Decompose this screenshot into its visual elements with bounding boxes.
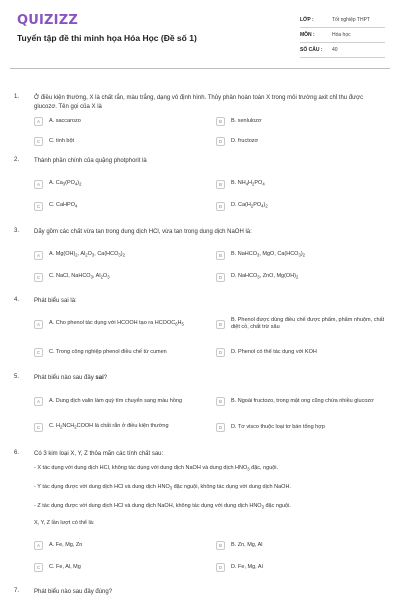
option-text: C. Fe, Al, Mg [49, 563, 81, 570]
option-text: D. Tơ visco thuộc loại tơ bán tổng hợp [231, 423, 325, 430]
option-letter-box: A [34, 117, 43, 126]
statement-y: - Y tác dụng được với dung dịch HCl và dung dịch $HNO_3$ đặc nguội, không tác dụng với dung dịch NaOH. [34, 484, 291, 491]
question-number: 2. [14, 157, 20, 163]
option-letter-box: D [216, 423, 225, 432]
chemical-formula: $Ca_3(PO_4)_2$ [55, 180, 82, 187]
option-letter-box: C [34, 202, 43, 211]
option-c[interactable] [34, 270, 202, 284]
option-letter-box: D [216, 348, 225, 357]
chemical-formula: $NH_4H_2PO_4$ [237, 180, 265, 187]
chemical-formula: Cho phenol tác dụng với HCOOH tạo ra $HCOOC_6H_5$ [55, 320, 184, 327]
option-letter-box: D [216, 273, 225, 282]
option-a[interactable] [34, 248, 202, 262]
option-c[interactable] [34, 420, 202, 434]
meta-label: SỐ CÂU : [300, 47, 323, 53]
meta-table [300, 13, 385, 58]
meta-row-subject [300, 28, 385, 43]
statement-x: - X tác dụng với dung dịch HCl, không tác dụng với dung dịch NaOH và dung dịch $HNO_3$ đặc, nguội. [34, 465, 279, 472]
meta-value: Hóa học [332, 32, 351, 38]
option-d[interactable] [216, 420, 388, 434]
option-b[interactable] [216, 177, 388, 191]
option-letter-box: B [216, 251, 225, 260]
question-text: Thành phần chính của quặng photphorit là [34, 158, 147, 164]
page-title: Tuyển tập đề thi minh họa Hóa Học (Đề số 1) [17, 33, 197, 43]
option-a[interactable] [34, 177, 202, 191]
option-letter-box: B [216, 180, 225, 189]
emphasis-word: sai [95, 375, 104, 381]
meta-row-class [300, 13, 385, 28]
option-text: A. Dung dịch valin làm quỳ tím chuyển sang màu hồng [49, 397, 183, 404]
option-letter-box: B [216, 320, 225, 329]
chemical-formula: $H_2NCH_2COOH$ là chất rắn ở điều kiện thường [56, 423, 169, 430]
option-text: C. CaHPO$_4$ [49, 202, 78, 209]
option-letter-box: C [34, 348, 43, 357]
option-c[interactable] [34, 345, 202, 359]
question-number: 6. [14, 450, 20, 456]
question-text: Phát biểu nào sau đây sai? [34, 375, 108, 381]
meta-label: LỚP : [300, 17, 314, 23]
option-text: B. Phenol được dùng điều chế được phẩm, phẩm nhuộm, chất diệt cỏ, chất trừ sâu [231, 317, 385, 330]
option-letter-box: D [216, 137, 225, 146]
quizizz-logo: QUIZIZZ [17, 13, 78, 28]
chemical-formula: $Ca(H_2PO_4)_2$ [238, 202, 268, 209]
option-b[interactable] [216, 313, 388, 335]
chemical-formula: NaCl, NaHCO$_3$, $Al_2O_3$ [56, 273, 110, 280]
option-text: A. $Mg(OH)_2$, $Al_2O_3$, $Ca(HCO_3)_2$ [49, 251, 125, 258]
statement-z: - Z tác dụng được với dung dịch HCl và dung dịch NaOH, không tác dụng với dung dịch $HNO_3$ đặc nguội. [34, 503, 291, 510]
option-c[interactable] [34, 199, 202, 213]
chemical-formula: NaHCO$_3$, ZnO, $Mg(OH)_2$ [238, 273, 299, 280]
option-letter-box: B [216, 117, 225, 126]
option-a[interactable] [34, 390, 202, 412]
option-letter-box: C [34, 563, 43, 572]
option-text: A. Cho phenol tác dụng với HCOOH tạo ra $HCOOC_6H_5$ [49, 320, 184, 327]
option-text: D. $Ca(H_2PO_4)_2$ [231, 202, 268, 209]
option-text: B. xenlulozơ [231, 117, 262, 124]
option-d[interactable] [216, 345, 388, 359]
option-c[interactable] [34, 134, 202, 148]
option-a[interactable] [34, 114, 202, 128]
option-letter-box: A [34, 541, 43, 550]
option-d[interactable] [216, 560, 388, 574]
meta-label: MÔN : [300, 32, 315, 38]
meta-row-count [300, 43, 385, 58]
option-letter-box: C [34, 423, 43, 432]
option-text: B. NaHCO$_3$, MgO, $Ca(HCO_3)_2$ [231, 251, 305, 258]
option-c[interactable] [34, 560, 202, 574]
option-d[interactable] [216, 134, 388, 148]
option-letter-box: C [34, 137, 43, 146]
question-text: Ở điều kiện thường, X là chất rắn, màu trắng, dạng vô định hình. Thủy phân hoàn toàn X trong môi trường axit chỉ thu được glucozơ. Tên gọi của X là [34, 95, 364, 110]
option-letter-box: A [34, 180, 43, 189]
question-number: 7. [14, 588, 20, 594]
option-d[interactable] [216, 199, 388, 213]
option-b[interactable] [216, 248, 388, 262]
option-a[interactable] [34, 313, 202, 335]
question-text: Dãy gồm các chất vừa tan trong dung dịch HCl, vừa tan trong dung dịch NaOH là: [34, 229, 252, 235]
option-d[interactable] [216, 270, 388, 284]
option-text: C. tinh bột [49, 137, 75, 144]
option-letter-box: D [216, 202, 225, 211]
chemical-formula: $Mg(OH)_2$, $Al_2O_3$, $Ca(HCO_3)_2$ [55, 251, 125, 258]
option-letter-box: C [34, 273, 43, 282]
option-text: A. $Ca_3(PO_4)_2$ [49, 180, 82, 187]
option-text: D. fructozơ [231, 137, 259, 144]
option-text: A. saccarozo [49, 117, 81, 124]
option-letter-box: A [34, 397, 43, 406]
option-letter-box: B [216, 397, 225, 406]
meta-value: 40 [332, 47, 338, 53]
option-letter-box: B [216, 541, 225, 550]
question-text: Có 3 kim loại X, Y, Z thỏa mãn các tính chất sau: [34, 451, 164, 457]
option-text: B. Zn, Mg, Al [231, 541, 263, 548]
meta-value: Tốt nghiệp THPT [332, 17, 370, 23]
chemical-formula: NaHCO$_3$, MgO, $Ca(HCO_3)_2$ [237, 251, 305, 258]
question-number: 4. [14, 297, 20, 303]
option-a[interactable] [34, 538, 202, 552]
question-number: 1. [14, 94, 20, 100]
worksheet-header [0, 0, 400, 62]
option-text: B. Ngoài fructozo, trong mật ong cũng chứa nhiều glucozơ [231, 397, 374, 404]
option-text: D. Phenol có thể tác dụng với KOH [231, 348, 317, 355]
option-letter-box: A [34, 251, 43, 260]
option-letter-box: D [216, 563, 225, 572]
option-letter-box: A [34, 320, 43, 329]
chemical-formula: CaHPO$_4$ [56, 202, 78, 209]
question-text: Phát biểu sai là: [34, 298, 77, 304]
header-divider [10, 68, 390, 69]
option-text: C. $H_2NCH_2COOH$ là chất rắn ở điều kiện thường [49, 423, 169, 430]
question-followup: X, Y, Z lần lượt có thể là: [34, 520, 95, 526]
question-number: 5. [14, 374, 20, 380]
option-text: D. NaHCO$_3$, ZnO, $Mg(OH)_2$ [231, 273, 299, 280]
question-text: Phát biểu nào sau đây đúng? [34, 589, 113, 595]
question-number: 3. [14, 228, 20, 234]
option-text: A. Fe, Mg, Zn [49, 541, 83, 548]
option-text: C. Trong công nghiệp phenol điều chế từ cumen [49, 348, 167, 355]
option-text: B. $NH_4H_2PO_4$ [231, 180, 265, 187]
option-text: D. Fe, Mg, Al [231, 563, 263, 570]
option-b[interactable] [216, 114, 388, 128]
option-b[interactable] [216, 390, 388, 412]
option-b[interactable] [216, 538, 388, 552]
option-text: C. NaCl, NaHCO$_3$, $Al_2O_3$ [49, 273, 110, 280]
